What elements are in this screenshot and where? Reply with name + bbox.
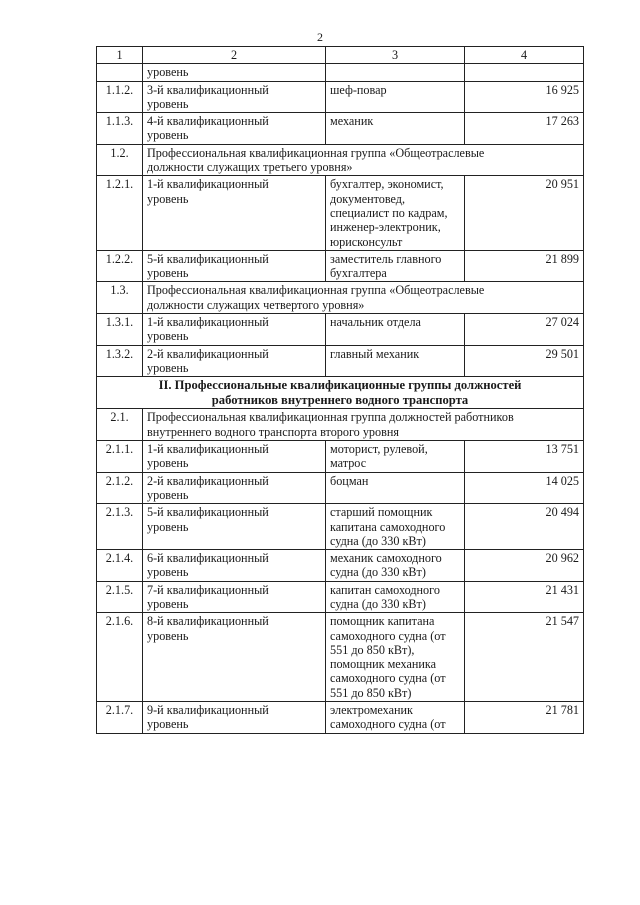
- row-position: шеф-повар: [326, 81, 465, 113]
- row-position: бухгалтер, экономист, документовед, специалист по кадрам, инженер-электроник, юрисконсульт: [326, 176, 465, 250]
- row-code: 2.1.1.: [97, 441, 143, 473]
- table-row: [97, 314, 584, 346]
- salary-table-body: [97, 47, 584, 734]
- table-row: [97, 113, 584, 145]
- row-qualification-level: 2-й квалификационный уровень: [143, 345, 326, 377]
- table-row: [97, 504, 584, 550]
- row-position: старший помощник капитана самоходного судна (до 330 кВт): [326, 504, 465, 550]
- group-code: 1.3.: [97, 282, 143, 314]
- row-salary: 14 025: [465, 472, 584, 504]
- column-header: 4: [465, 47, 584, 64]
- row-position: [326, 64, 465, 81]
- group-row: [97, 282, 584, 314]
- row-salary: 29 501: [465, 345, 584, 377]
- page-number: 2: [317, 30, 323, 44]
- row-qualification-level: 7-й квалификационный уровень: [143, 581, 326, 613]
- column-header: 1: [97, 47, 143, 64]
- section-title: II. Профессиональные квалификационные группы должностей работников внутреннего водного транспорта: [97, 377, 584, 409]
- row-code: [97, 64, 143, 81]
- table-row: [97, 64, 584, 81]
- table-row: [97, 345, 584, 377]
- row-position: начальник отдела: [326, 314, 465, 346]
- row-position: механик самоходного судна (до 330 кВт): [326, 550, 465, 582]
- row-salary: 21 781: [465, 702, 584, 734]
- row-code: 1.2.2.: [97, 250, 143, 282]
- table-row: [97, 81, 584, 113]
- row-code: 2.1.4.: [97, 550, 143, 582]
- row-position: главный механик: [326, 345, 465, 377]
- row-salary: 20 962: [465, 550, 584, 582]
- group-title: Профессиональная квалификационная группа должностей работников внутреннего водного транспорта второго уровня: [143, 409, 584, 441]
- table-row: [97, 581, 584, 613]
- table-header-row: [97, 47, 584, 64]
- group-title: Профессиональная квалификационная группа «Общеотраслевые должности служащих третьего уровня»: [143, 144, 584, 176]
- row-code: 1.3.1.: [97, 314, 143, 346]
- row-qualification-level: 4-й квалификационный уровень: [143, 113, 326, 145]
- group-row: [97, 144, 584, 176]
- row-qualification-level: 1-й квалификационный уровень: [143, 314, 326, 346]
- column-header: 2: [143, 47, 326, 64]
- row-code: 2.1.5.: [97, 581, 143, 613]
- row-position: капитан самоходного судна (до 330 кВт): [326, 581, 465, 613]
- column-header: 3: [326, 47, 465, 64]
- row-code: 1.1.3.: [97, 113, 143, 145]
- row-position: механик: [326, 113, 465, 145]
- row-code: 1.1.2.: [97, 81, 143, 113]
- table-row: [97, 472, 584, 504]
- row-qualification-level: 2-й квалификационный уровень: [143, 472, 326, 504]
- row-qualification-level: 5-й квалификационный уровень: [143, 504, 326, 550]
- row-position: помощник капитана самоходного судна (от 551 до 850 кВт), помощник механика самоходного судна (от 551 до 850 кВт): [326, 613, 465, 702]
- row-position: моторист, рулевой, матрос: [326, 441, 465, 473]
- row-salary: [465, 64, 584, 81]
- table-row: [97, 702, 584, 734]
- row-qualification-level: 1-й квалификационный уровень: [143, 441, 326, 473]
- row-qualification-level: 8-й квалификационный уровень: [143, 613, 326, 702]
- salary-table: [96, 46, 584, 734]
- row-position: электромеханик самоходного судна (от: [326, 702, 465, 734]
- row-salary: 17 263: [465, 113, 584, 145]
- group-code: 2.1.: [97, 409, 143, 441]
- group-row: [97, 409, 584, 441]
- row-code: 2.1.2.: [97, 472, 143, 504]
- row-qualification-level: 3-й квалификационный уровень: [143, 81, 326, 113]
- group-code: 1.2.: [97, 144, 143, 176]
- row-salary: 16 925: [465, 81, 584, 113]
- table-row: [97, 441, 584, 473]
- row-code: 1.2.1.: [97, 176, 143, 250]
- row-qualification-level: 6-й квалификационный уровень: [143, 550, 326, 582]
- row-salary: 21 899: [465, 250, 584, 282]
- row-qualification-level: 5-й квалификационный уровень: [143, 250, 326, 282]
- row-position: заместитель главного бухгалтера: [326, 250, 465, 282]
- row-salary: 13 751: [465, 441, 584, 473]
- row-salary: 20 951: [465, 176, 584, 250]
- table-row: [97, 613, 584, 702]
- row-qualification-level: уровень: [143, 64, 326, 81]
- row-code: 1.3.2.: [97, 345, 143, 377]
- row-position: боцман: [326, 472, 465, 504]
- table-row: [97, 250, 584, 282]
- row-salary: 27 024: [465, 314, 584, 346]
- row-qualification-level: 1-й квалификационный уровень: [143, 176, 326, 250]
- table-row: [97, 176, 584, 250]
- row-salary: 21 547: [465, 613, 584, 702]
- row-salary: 20 494: [465, 504, 584, 550]
- section-row: [97, 377, 584, 409]
- row-code: 2.1.6.: [97, 613, 143, 702]
- row-code: 2.1.7.: [97, 702, 143, 734]
- row-code: 2.1.3.: [97, 504, 143, 550]
- row-salary: 21 431: [465, 581, 584, 613]
- table-row: [97, 550, 584, 582]
- group-title: Профессиональная квалификационная группа «Общеотраслевые должности служащих четвертого уровня»: [143, 282, 584, 314]
- row-qualification-level: 9-й квалификационный уровень: [143, 702, 326, 734]
